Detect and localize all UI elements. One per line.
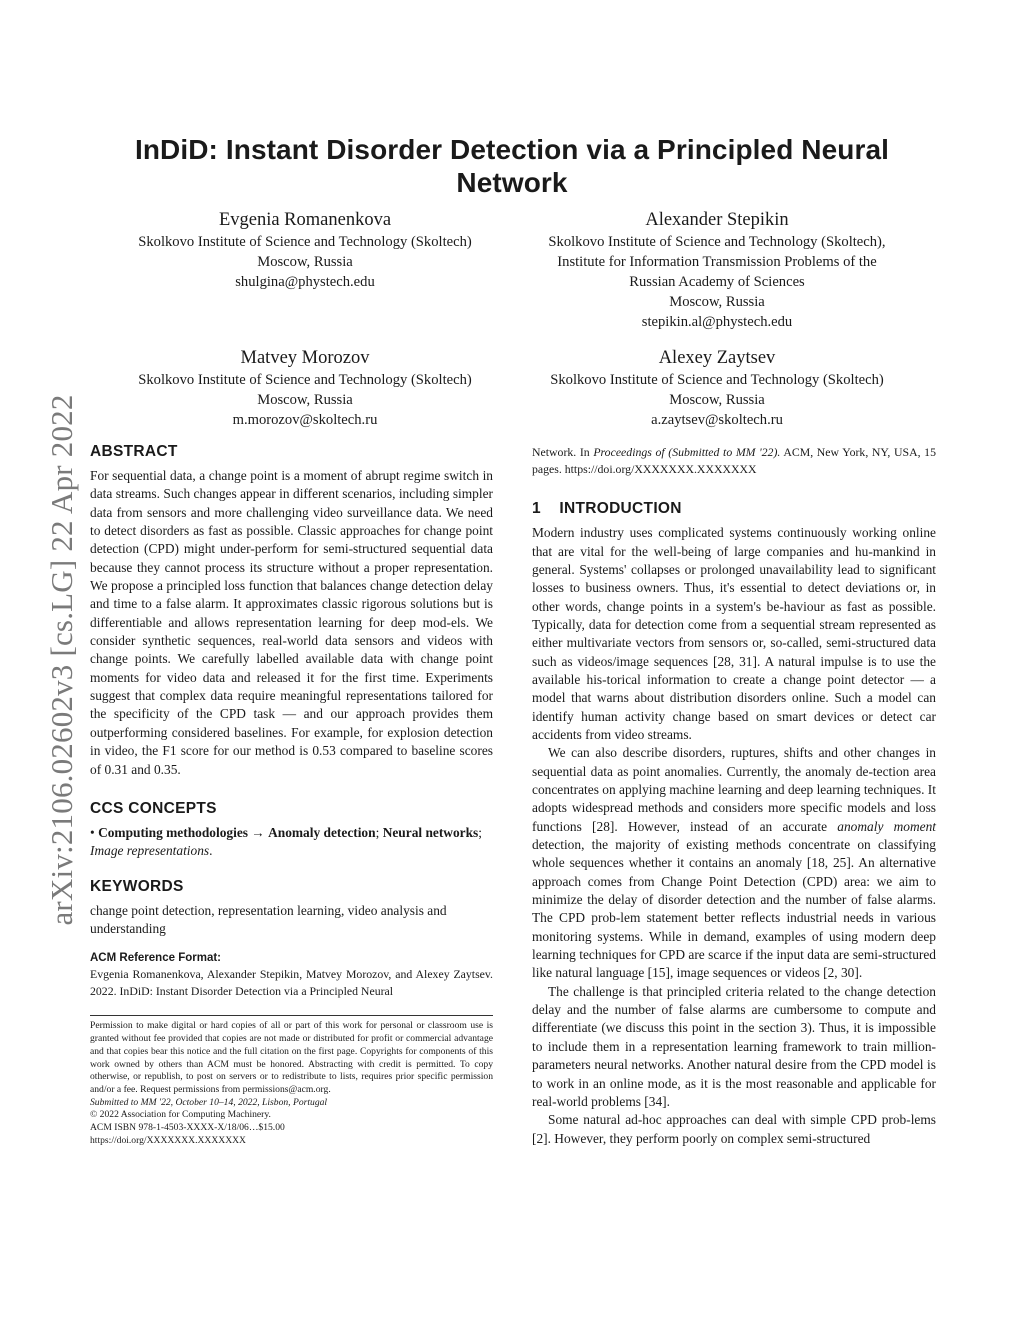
author-email: a.zaytsev@skoltech.ru (651, 412, 783, 428)
acm-reference-continuation: Network. In Proceedings of (Submitted to MM '22). ACM, New York, NY, USA, 15 pages. https://doi.org/XXXXXXX.XXXXXXX (532, 445, 936, 476)
abstract-text: For sequential data, a change point is a moment of abrupt regime switch in data streams. Such changes appear in different scenarios, including simpler data from sensors and more challenging video surveillance data. We need to detect disorders as fast as possible. Classic approaches for change point detection (CPD) might under-perform for semi-structured sequential data because they cannot process its structure without a proper representation. We propose a principled loss function that balances change detection delay and time to a false alarm. It approximates classic rigorous solutions but is differentiable and allows representation learning for deep mod-els. We consider synthetic sequences, real-world data sensors and videos with change points. We carefully labelled available data with change point moments for video data and released it for the first time. Experiments suggest that complex data require meaningful representations tailored for the specificity of the CPD task — and our approach provides them outperforming considered baselines. For example, for explosion detection in video, the F1 score for our method is 0.53 compared to baseline scores of 0.31 and 0.35. (90, 468, 493, 777)
intro-paragraph: The challenge is that principled criteria related to the change detection delay and the number of false alarms are cumbersome to compute and differentiate (we discuss this point in the section 3). Thus, it is impossible to include them in a representation learning framework to train million-parameters neural networks. Another natural desire from the CPD model is to work in an online mode, as it is the most reasonable and applicable for real-world problems [34]. (532, 983, 936, 1109)
acm-reference-text: Evgenia Romanenkova, Alexander Stepikin, Matvey Morozov, and Alexey Zaytsev. 2022. InDiD: Instant Disorder Detection via a Principled Neural (90, 967, 493, 998)
author-affiliation: Russian Academy of Sciences (629, 274, 805, 290)
copyright-notice: © 2022 Association for Computing Machinery. (90, 1109, 271, 1121)
submission-venue: Submitted to MM '22, October 10–14, 2022, Lisbon, Portugal (90, 1096, 328, 1108)
author-email: shulgina@phystech.edu (235, 274, 375, 290)
author-name: Matvey Morozov (240, 348, 370, 368)
author-affiliation: Skolkovo Institute of Science and Technology (Skoltech), (548, 234, 886, 250)
author-location: Moscow, Russia (669, 392, 765, 408)
intro-paragraph: Modern industry uses complicated systems continuously working online that are vital for the well-being of large companies and hu-mankind in general. Systems' collapses or prolonged unavailability lead to significant losses to business owners. Thus, it's essential to detect deviations or, in other words, change points in a system's be-haviour as fast as possible. Typically, data for detection come from a sequential stream represented as either multivariate vectors from sensors or, so-called, semi-structured data such as videos/image sequences [28, 31]. A natural impulse is to use the available his-torical information to create a change point detector — a model that warns about distribution disorders online. Such a model can identify human activity change based on smart devices or detect car accidents from video streams. (532, 525, 936, 742)
author-location: Moscow, Russia (257, 254, 353, 270)
doi-link: https://doi.org/XXXXXXX.XXXXXXX (90, 1134, 246, 1146)
author-affiliation: Skolkovo Institute of Science and Technology (Skoltech) (138, 372, 472, 388)
ccs-concepts: • Computing methodologies → Anomaly detection; Neural networks; Image representations. (90, 824, 483, 859)
acm-isbn: ACM ISBN 978-1-4503-XXXX-X/18/06…$15.00 (90, 1122, 285, 1134)
author-affiliation: Institute for Information Transmission Problems of the (557, 254, 877, 270)
author-affiliation: Skolkovo Institute of Science and Technology (Skoltech) (550, 372, 884, 388)
ccs-heading: CCS CONCEPTS (90, 799, 217, 817)
footnote-rule (90, 1015, 493, 1016)
keywords-text: change point detection, representation learning, video analysis and understanding (90, 902, 447, 936)
right-column (532, 444, 936, 1148)
intro-paragraph: We can also describe disorders, ruptures, shifts and other changes in sequential data as point anomalies. Currently, the anomaly de-tection area concentrates on applying machine learning and deep learning techniques. It adopts widespread methods and considers more specific models and loss functions [28]. However, instead of an accurate anomaly moment detection, the majority of existing methods concentrate on classifying whole sequences whether it contains an anomaly [18, 25]. An alternative approach comes from Change Point Detection (CPD) area: we aim to minimize the delay of disorder detection and the number of false alarms. The CPD prob-lem statement better reflects industrial needs in various monitoring systems. While in demand, examples of using modern deep learning techniques for CPD are scarce if the input data are semi-structured like natural language [15], image sequences or videos [2, 30]. (532, 745, 936, 981)
abstract-heading: ABSTRACT (90, 443, 178, 460)
author-name: Alexey Zaytsev (658, 348, 776, 368)
intro-paragraph: Some natural ad-hoc approaches can deal with simple CPD prob-lems [2]. However, they perform poorly on complex semi-structured (532, 1112, 936, 1146)
author-block-1 (100, 208, 510, 292)
author-name: Evgenia Romanenkova (218, 210, 392, 230)
author-name: Alexander Stepikin (645, 210, 789, 230)
left-column (90, 441, 493, 1147)
author-block-2 (512, 208, 922, 332)
author-location: Moscow, Russia (669, 294, 765, 310)
author-affiliation: Skolkovo Institute of Science and Technology (Skoltech) (138, 234, 472, 250)
acm-reference-heading: ACM Reference Format: (90, 952, 221, 965)
author-email: stepikin.al@phystech.edu (641, 314, 793, 330)
permission-notice: Permission to make digital or hard copies of all or part of this work for personal or classroom use is granted without fee provided that copies are not made or distributed for profit or commercial advantage and that copies bear this notice and the full citation on the first page. Copyrights for components of this work owned by others than ACM must be honored. Abstracting with credit is permitted. To copy otherwise, or republish, to post on servers or to redistribute to lists, requires prior specific permission and/or a fee. Request permissions from permissions@acm.org. (90, 1020, 493, 1095)
keywords-heading: KEYWORDS (90, 877, 184, 895)
author-email: m.morozov@skoltech.ru (232, 412, 378, 428)
arxiv-identifier: arXiv:2106.02602v3 [cs.LG] 22 Apr 2022 (44, 394, 79, 926)
introduction-heading: 1 INTRODUCTION (532, 500, 682, 518)
author-block-3 (100, 346, 510, 430)
author-location: Moscow, Russia (257, 392, 353, 408)
paper-title: InDiD: Instant Disorder Detection via a Principled Neural Network (134, 134, 890, 198)
author-block-4 (512, 346, 922, 430)
